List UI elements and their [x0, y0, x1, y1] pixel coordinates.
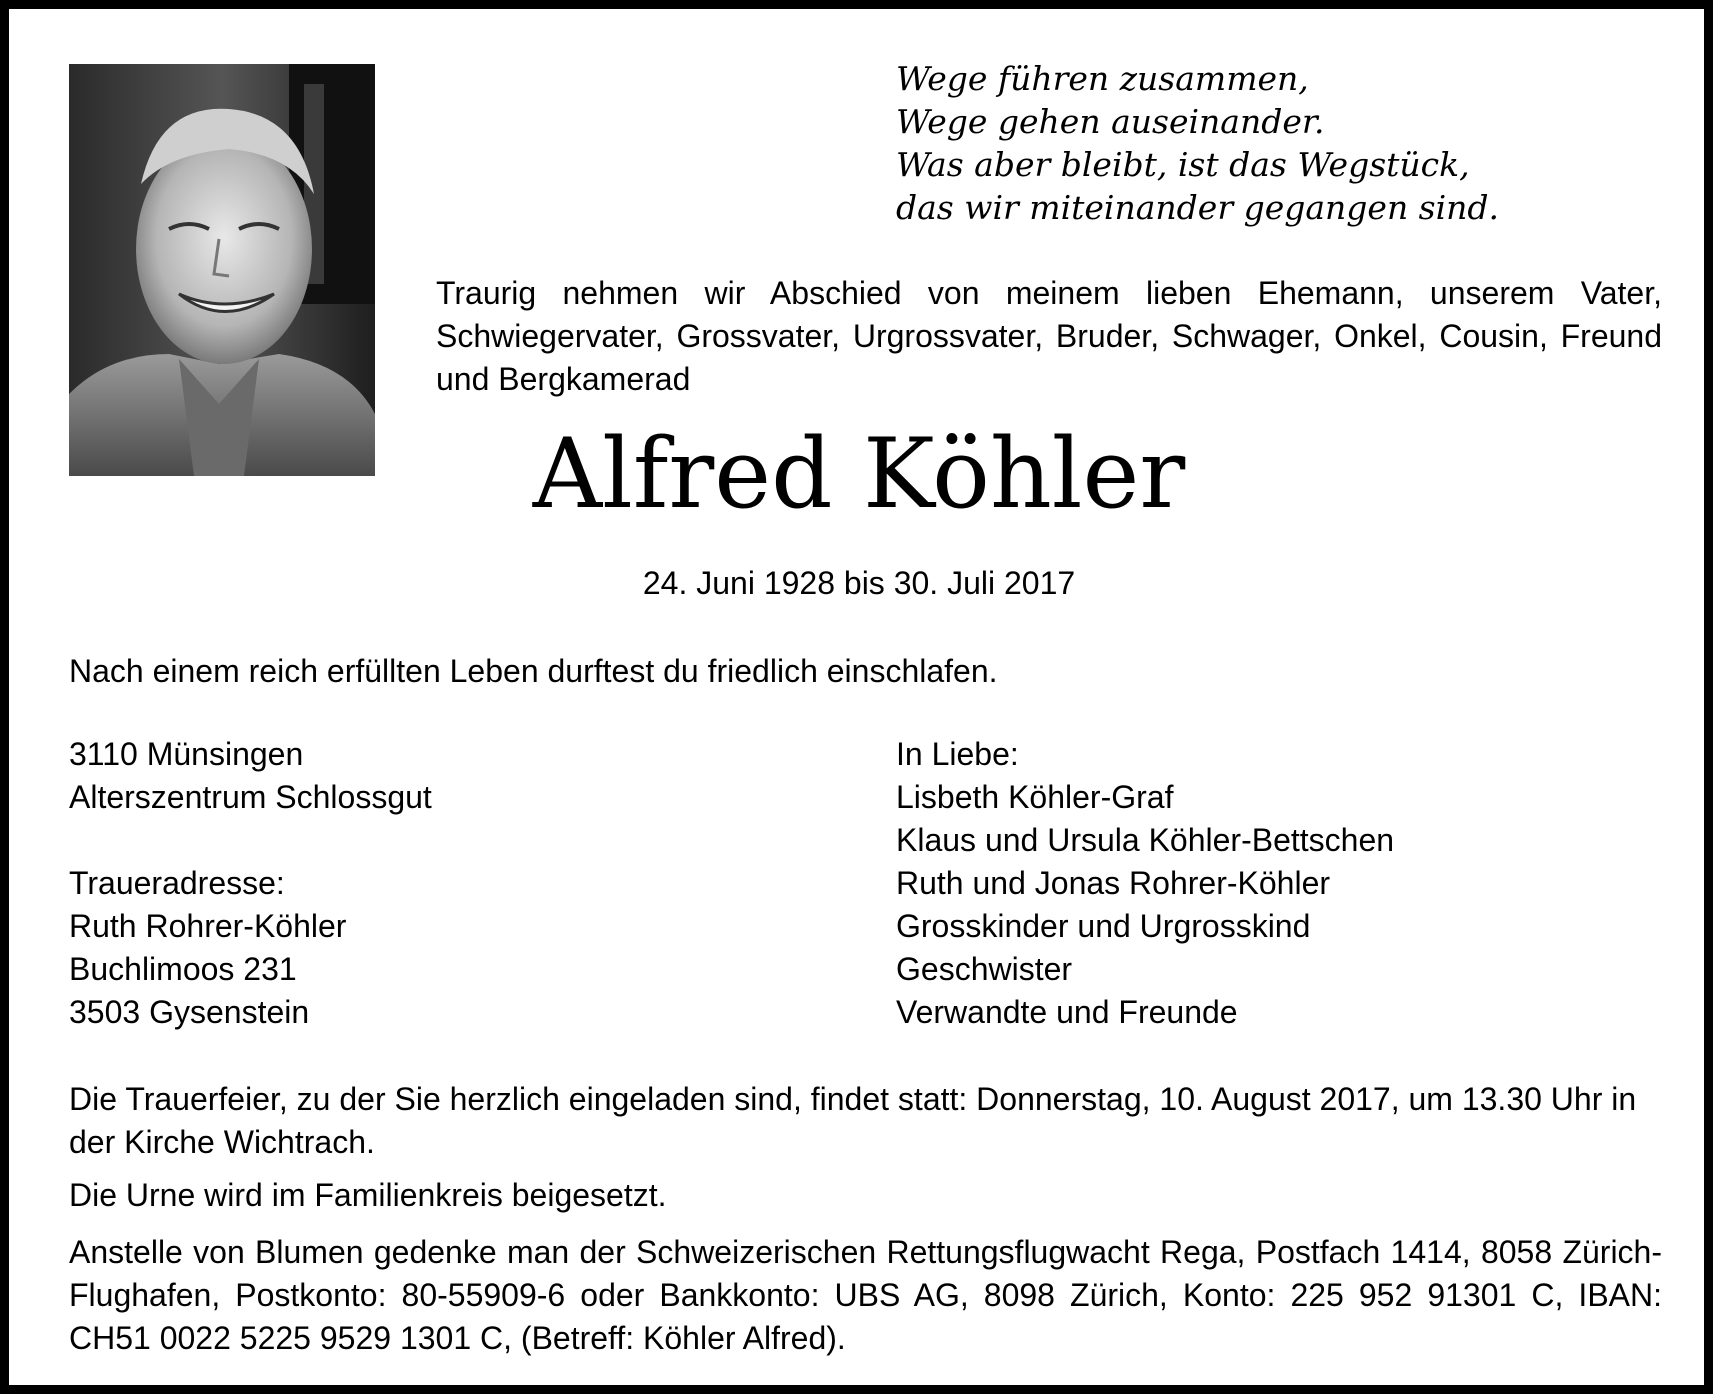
mourner-line: Lisbeth Köhler-Graf	[896, 779, 1174, 815]
farewell-text: Nach einem reich erfüllten Leben durftest du friedlich einschlafen.	[69, 653, 998, 689]
residence-line: 3110 Münsingen	[69, 736, 304, 772]
poem-line: das wir miteinander gegangen sind.	[896, 188, 1500, 227]
donation-text: Anstelle von Blumen gedenke man der Schweizerischen Rettungsflugwacht Rega, Postfach 1414, 8058 Zürich-Flughafen, Postkonto: 80-55909-6 oder Bankkonto: UBS AG, 8098 Zürich, Konto: 225 952 91301 C, IBAN: CH51 0022 5225 9529 1301 C, (Betreff: Köhler Alfred).	[69, 1234, 1662, 1356]
deceased-name: Alfred Köhler	[532, 418, 1186, 530]
poem-line: Wege führen zusammen,	[896, 59, 1309, 98]
mourning-address-line: Ruth Rohrer-Köhler	[69, 908, 347, 944]
portrait-image	[69, 64, 375, 476]
life-dates: 24. Juni 1928 bis 30. Juli 2017	[642, 565, 1076, 601]
mourner-line: Ruth und Jonas Rohrer-Köhler	[896, 865, 1331, 901]
mourner-line: Geschwister	[896, 951, 1073, 987]
intro-text: Traurig nehmen wir Abschied von meinem lieben Ehemann, unserem Vater, Schwiegervater, Grossvater, Urgrossvater, Bruder, Schwager, Onkel, Cousin, Freund und Bergkamerad	[436, 275, 1662, 397]
mourner-line: Klaus und Ursula Köhler-Bettschen	[896, 822, 1395, 858]
mourning-address-line: Buchlimoos 231	[69, 951, 297, 987]
ceremony-text: Die Trauerfeier, zu der Sie herzlich eingeladen sind, findet statt: Donnerstag, 10. August 2017, um 13.30 Uhr in der Kirche Wichtrach.	[69, 1081, 1637, 1160]
residence-line: Alterszentrum Schlossgut	[69, 779, 432, 815]
residence-block	[69, 733, 829, 819]
mourning-address-label: Traueradresse:	[69, 865, 285, 901]
burial-text: Die Urne wird im Familienkreis beigesetzt.	[69, 1177, 667, 1213]
poem	[896, 57, 1656, 229]
mourning-address-line: 3503 Gysenstein	[69, 994, 310, 1030]
poem-line: Was aber bleibt, ist das Wegstück,	[896, 145, 1470, 184]
mourners-label: In Liebe:	[896, 736, 1019, 772]
mourner-line: Grosskinder und Urgrosskind	[896, 908, 1311, 944]
mourners-block	[896, 733, 1656, 1034]
portrait-photo	[69, 64, 375, 476]
mourner-line: Verwandte und Freunde	[896, 994, 1238, 1030]
mourning-address-block	[69, 862, 829, 1034]
poem-line: Wege gehen auseinander.	[896, 102, 1325, 141]
